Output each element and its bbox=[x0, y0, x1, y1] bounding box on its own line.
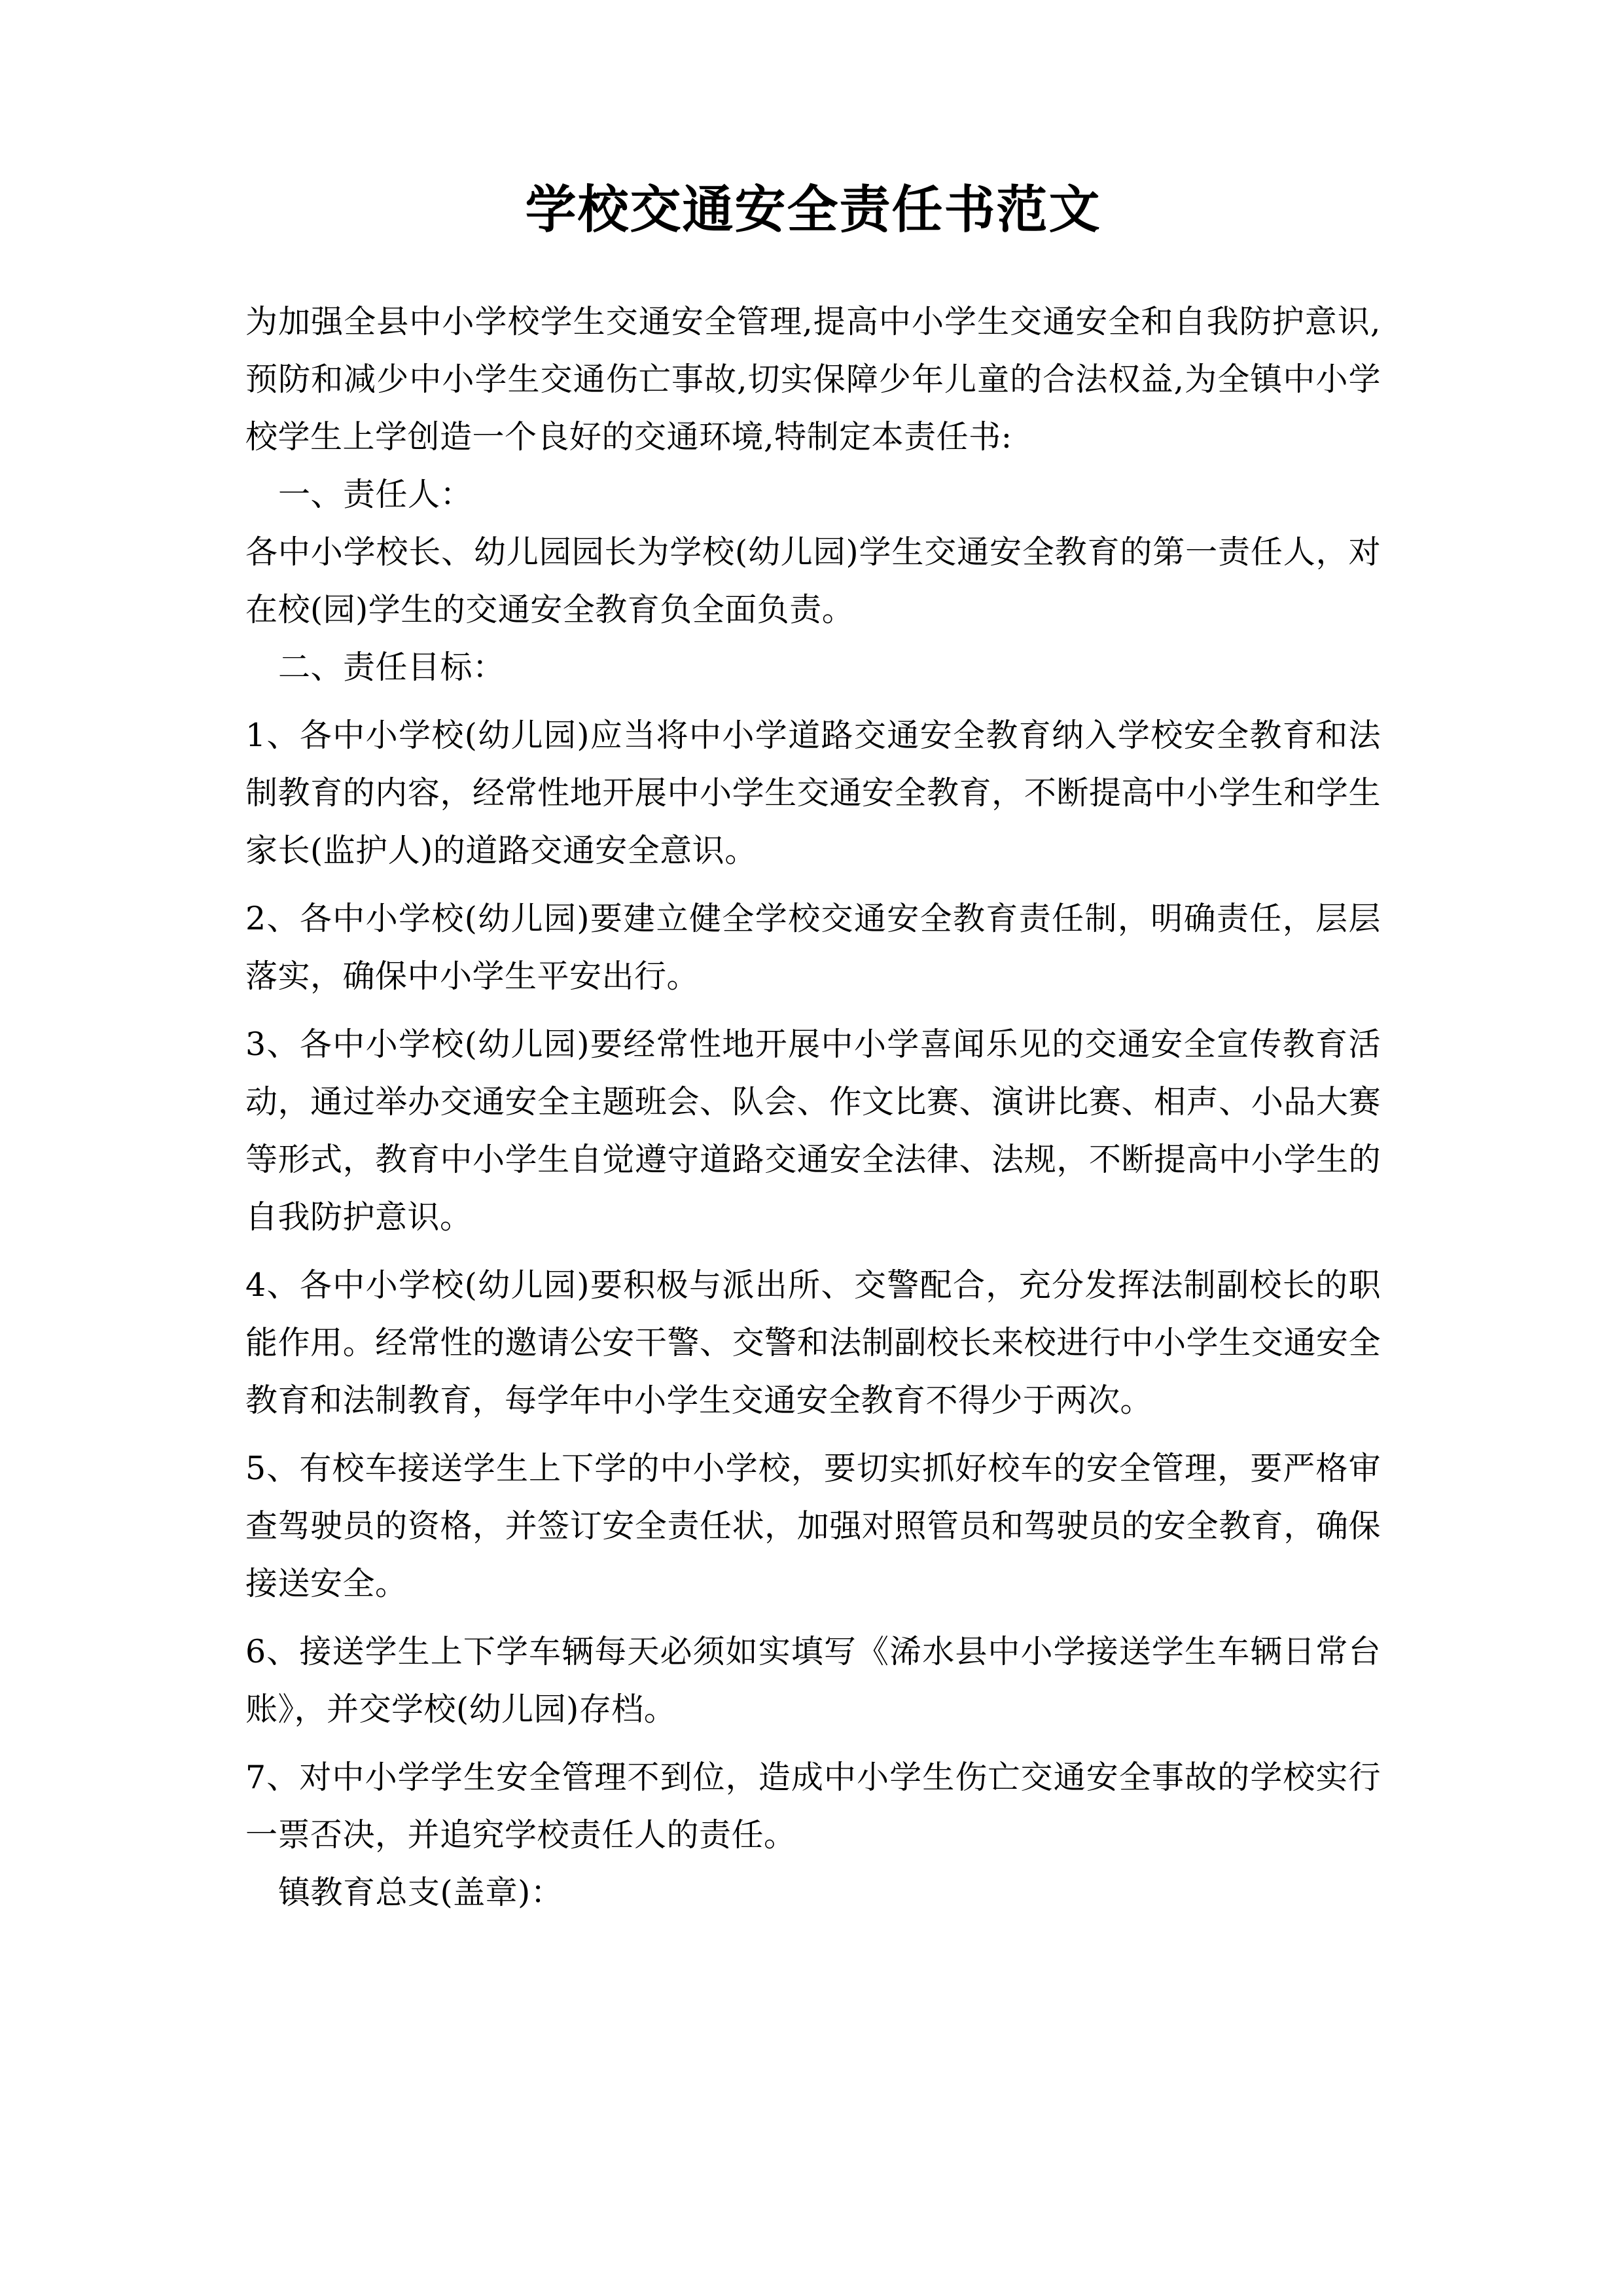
list-item-6: 6、接送学生上下学车辆每天必须如实填写《浠水县中小学接送学生车辆日常台账》，并交学校(幼儿园)存档。 bbox=[245, 1632, 1381, 1728]
page-title: 学校交通安全责任书范文 bbox=[525, 180, 1101, 240]
document-content bbox=[245, 0, 1381, 1922]
paragraph-intro: 为加强全县中小学校学生交通安全管理,提高中小学生交通安全和自我防护意识,预防和减少中小学生交通伤亡事故,切实保障少年儿童的合法权益,为全镇中小学校学生上学创造一个良好的交通环境,特制定本责任书: bbox=[245, 302, 1381, 456]
document-body bbox=[245, 293, 1381, 1922]
signature-line: 镇教育总支(盖章)： bbox=[278, 1873, 563, 1911]
list-item-2: 2、各中小学校(幼儿园)要建立健全学校交通安全教育责任制，明确责任，层层落实，确保中小学生平安出行。 bbox=[245, 899, 1381, 995]
list-item-1: 1、各中小学校(幼儿园)应当将中小学道路交通安全教育纳入学校安全教育和法制教育的内容，经常性地开展中小学生交通安全教育，不断提高中小学生和学生家长(监护人)的道路交通安全意识。 bbox=[245, 716, 1381, 869]
paragraph-section-1-body: 各中小学校长、幼儿园园长为学校(幼儿园)学生交通安全教育的第一责任人，对在校(园)学生的交通安全教育负全面负责。 bbox=[245, 533, 1381, 628]
list-item-3: 3、各中小学校(幼儿园)要经常性地开展中小学喜闻乐见的交通安全宣传教育活动，通过举办交通安全主题班会、队会、作文比赛、演讲比赛、相声、小品大赛等形式，教育中小学生自觉遵守道路交通安全法律、法规，不断提高中小学生的自我防护意识。 bbox=[245, 1025, 1381, 1236]
section-heading-1: 一、责任人： bbox=[278, 475, 473, 513]
list-item-7: 7、对中小学学生安全管理不到位，造成中小学生伤亡交通安全事故的学校实行一票否决，并追究学校责任人的责任。 bbox=[245, 1758, 1381, 1854]
list-item-5: 5、有校车接送学生上下学的中小学校，要切实抓好校车的安全管理，要严格审查驾驶员的资格，并签订安全责任状，加强对照管员和驾驶员的安全教育，确保接送安全。 bbox=[245, 1449, 1381, 1602]
section-heading-2: 二、责任目标： bbox=[278, 648, 505, 686]
list-item-4: 4、各中小学校(幼儿园)要积极与派出所、交警配合，充分发挥法制副校长的职能作用。经常性的邀请公安干警、交警和法制副校长来校进行中小学生交通安全教育和法制教育，每学年中小学生交通安全教育不得少于两次。 bbox=[245, 1266, 1381, 1419]
